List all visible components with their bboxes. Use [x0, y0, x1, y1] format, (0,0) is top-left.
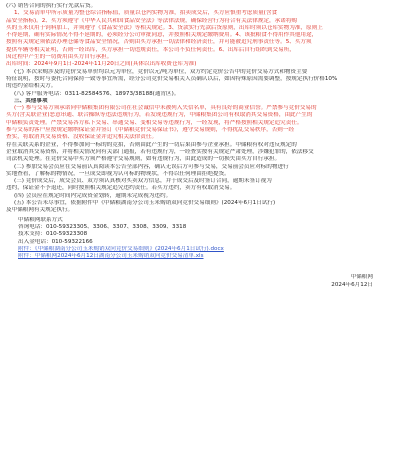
signature-org: 中储粮网: [350, 274, 373, 281]
contact-block: [6, 217, 395, 246]
red-notice-1-line: 提供车辆等相关证明，否则一经出库，买方承担一切违规责任，本公司不负任何责任。6、出库后自行组织到交易所，: [6, 46, 295, 53]
paragraph-line: 企业取消其交易资格，并将相关情况向有关部门通报，若有违规行为，一经查实按有关规定严肃处理，涉嫌犯罪的，依法移交: [6, 148, 314, 155]
attachment-link-list-xls[interactable]: 附件：中储粮网2024年6月12日湖南分公司玉米购销双向竞价交易清单.xls: [18, 253, 204, 260]
paragraph-line: (四) 会员应在规定时间内完成资金划转，逾期未完成视为违约。: [14, 192, 172, 199]
red-notice-2-line: 中储粮负责处理。严禁交易各方私下交易、串通交易、变相交易等违规行为，一经发现，将严格按照相关规定追究责任。: [6, 119, 303, 126]
red-notice-1-line: 按照有关规定须依法办理仓储等食品安全情况，否则由买方承担一切法律和经济责任，并可能被追究刑事责任等。5、买方须: [6, 39, 312, 46]
contact-fax: 出入金电话：010-59322166: [18, 238, 93, 245]
paragraph-line: 存在关联关系的企业，不得参加同一标的的竞拍，否则由此产生的一切后果由参与企业承担。中储粮有权对违反规定的: [6, 141, 297, 148]
red-notice-1-line: 1、交易清单中所示质量为整仓综合指标值，质量以仓内实物为准，拍卖成交后，买方应慎重考虑质量(含食: [14, 10, 278, 17]
signature-date: 2024年6月12日: [331, 281, 373, 288]
red-notice-2-line: 查实，将取消其交易资格、没收保证金并追究相关法律责任。: [6, 134, 158, 141]
red-notice-1-line: 买的玉米仅用于饲料加工，并须遵守《食品安全法》等相关规定。3、货款实行先款后货原则，出库时须以仓库实物为准，原则上: [6, 24, 323, 31]
paragraph-three: [6, 178, 395, 200]
paragraph-line: (三) 竞价成交后，成交会员、双方须认真核对买卖双方信息，并于成交后及时签订合同，逾期未签订视为: [14, 178, 272, 185]
attachment-link-rules-docx[interactable]: 附件：《中储粮湖南分公司玉米购销双向竞价交易细则》(2024年6月1日试行).docx: [18, 245, 224, 252]
paragraph-line: 司法机关处理。在竞价交易中买方须严格遵守交易规则，如有违规行为，由此造成的一切损失由买方自行承担。: [6, 156, 281, 163]
paragraph-line: (二) 参加交易会员应在交易前认真阅读本公告全部内容，确认无误后方可参与交易，交易前会员应对标的物进行: [14, 163, 289, 170]
red-notice-1-line: 因过程中产生的一切费用由买方自行承担。: [6, 54, 113, 61]
contact-heading: 中储粮网联系方式: [18, 216, 63, 223]
item-7-line: 特征说明，按时与委托合同保持一致等事宜所需，经分公司竞价交易相关人员确认以后，如因特殊原因需要调整，按规定执行价格10%: [6, 75, 338, 82]
attachments: [6, 246, 395, 261]
paragraph-five: [6, 200, 395, 215]
contact-support: 技术支持：010-59323308: [18, 231, 88, 238]
signature: [6, 274, 395, 289]
deadline-line: 出库时间：2024年9月1日-2024年11月20日之间(具体以出库收费仓库为准): [6, 61, 197, 68]
paragraph-line: 实地查看，了解标的物情况，一旦成交即视为认可标的物现状，不得以任何理由拒绝提货。: [6, 170, 230, 177]
paragraph-line: 违约，保证金不予退还，同时按照相关规定追究违约责任。若买方违约，卖方有权取消交易。: [6, 185, 236, 192]
red-notice-1-line: 品安全指标)。2、买方须遵守《中华人民共和国食品安全法》等法律法规，确保经营行为符合有关法律规定，承诺将购: [6, 17, 298, 24]
red-notice-2: [6, 105, 395, 141]
section-3-heading: 三、其他事项: [14, 97, 48, 104]
contact-phone: 咨询电话：010-59323305、3306、3307、3308、3309、3318: [18, 223, 187, 230]
section6-heading: (六) 销售合同的执行实行先款后货。: [6, 3, 97, 9]
red-notice-2-line: 参与交易的客户应按规定缴纳保证金并签订《中储粮竞价交易保证书》，遵守交易规则，不得扰乱交易秩序，否则一经: [6, 127, 295, 134]
paragraph-two: [6, 142, 395, 178]
red-notice-2-line: 买方(含关联企业)恶意串通、联合操纵等违法违规行为，若发现违规行为，中储粮集团公司有权取消其交易资格，由此产生的: [6, 112, 313, 119]
paragraph-line: 及中储粮网有关规定执行。: [6, 207, 74, 214]
red-notice-1-line: 不得延期，确有实际情况不得不延期的，必须经分公司审批同意，并按照相关规定缴纳费用。4、该批粮食不得用作其他用途，: [6, 32, 318, 39]
item-7-line: 的违约金给相关方。: [6, 83, 57, 90]
red-notice-1: [6, 10, 395, 61]
contact-inline: (八) 客户服务电话：0311-82584576、18973/38188(通宵区)。: [14, 90, 180, 97]
red-notice-2-line: (一) 参与交易方须承诺向中储粮集团有限公司在社会诚信中未被列入失信名单，具有良好的商业信誉。严禁参与竞价交易的: [14, 105, 317, 112]
item-7: [6, 69, 395, 91]
item-7-line: (七) 本次采购涉及的竞价交易单价均以元为单位，竞价以元/吨为单位，双方约定竞价公告中的竞价交易方式和物资主要: [14, 68, 308, 75]
paragraph-line: (五) 本公告未尽事宜，依据附件中《中储粮湖南分公司玉米购销双向竞价交易细则》(2024年6月1日试行): [14, 200, 276, 207]
